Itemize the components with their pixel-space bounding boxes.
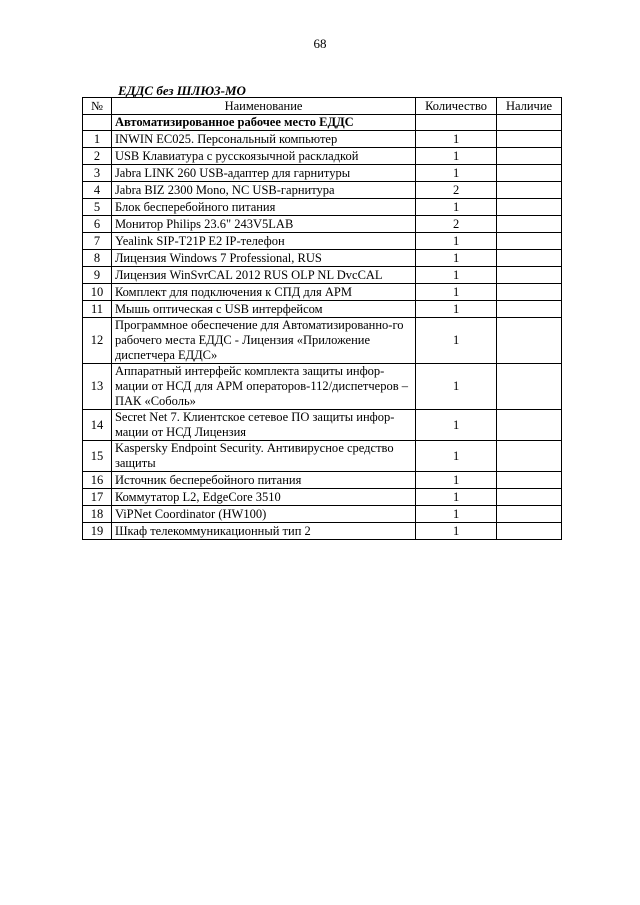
row-quantity: 1 (416, 506, 497, 523)
row-number: 9 (83, 267, 112, 284)
row-quantity: 1 (416, 523, 497, 540)
table-row (83, 301, 562, 318)
row-availability (497, 364, 562, 410)
row-number: 1 (83, 131, 112, 148)
row-name: Источник бесперебойного питания (111, 472, 415, 489)
row-name: Jabra LINK 260 USB-адаптер для гарнитуры (111, 165, 415, 182)
row-quantity: 1 (416, 284, 497, 301)
row-availability (497, 233, 562, 250)
row-number: 2 (83, 148, 112, 165)
table-row (83, 489, 562, 506)
row-availability (497, 216, 562, 233)
row-number: 6 (83, 216, 112, 233)
row-name: Коммутатор L2, EdgeCore 3510 (111, 489, 415, 506)
row-quantity: 1 (416, 199, 497, 216)
row-number: 7 (83, 233, 112, 250)
row-availability (497, 318, 562, 364)
subheading-avail-cell (497, 115, 562, 131)
row-availability (497, 506, 562, 523)
row-availability (497, 199, 562, 216)
row-name: Jabra BIZ 2300 Mono, NC USB-гарнитура (111, 182, 415, 199)
row-name: Программное обеспечение для Автоматизированно-го рабочего места ЕДДС - Лицензия «Приложение диспетчера ЕДДС» (111, 318, 415, 364)
header-avail: Наличие (497, 98, 562, 115)
table-row (83, 182, 562, 199)
row-availability (497, 523, 562, 540)
row-name: Лицензия Windows 7 Professional, RUS (111, 250, 415, 267)
table-row (83, 148, 562, 165)
row-quantity: 1 (416, 441, 497, 472)
row-number: 13 (83, 364, 112, 410)
table-header-row (83, 98, 562, 115)
row-quantity: 1 (416, 472, 497, 489)
row-number: 5 (83, 199, 112, 216)
row-number: 4 (83, 182, 112, 199)
table-row (83, 506, 562, 523)
table-row (83, 233, 562, 250)
row-availability (497, 165, 562, 182)
table-subheading: Автоматизированное рабочее место ЕДДС (111, 115, 415, 131)
table-row (83, 472, 562, 489)
row-name: Блок бесперебойного питания (111, 199, 415, 216)
row-quantity: 1 (416, 165, 497, 182)
page-number: 68 (313, 36, 327, 51)
table-row (83, 216, 562, 233)
row-quantity: 1 (416, 267, 497, 284)
row-availability (497, 410, 562, 441)
row-availability (497, 441, 562, 472)
row-quantity: 1 (416, 131, 497, 148)
row-number: 18 (83, 506, 112, 523)
table-row (83, 410, 562, 441)
table-row (83, 199, 562, 216)
row-name: Аппаратный интерфейс комплекта защиты инфор-мации от НСД для АРМ операторов-112/диспетчеров – ПАК «Соболь» (111, 364, 415, 410)
row-availability (497, 267, 562, 284)
row-quantity: 1 (416, 250, 497, 267)
table-row (83, 131, 562, 148)
row-quantity: 1 (416, 364, 497, 410)
row-name: Лицензия WinSvrCAL 2012 RUS OLP NL DvcCAL (111, 267, 415, 284)
row-name: Шкаф телекоммуникационный тип 2 (111, 523, 415, 540)
row-number: 16 (83, 472, 112, 489)
subheading-qty-cell (416, 115, 497, 131)
section-title: ЕДДС без ШЛЮЗ-МО (118, 83, 246, 98)
row-quantity: 1 (416, 489, 497, 506)
row-name: Монитор Philips 23.6" 243V5LAB (111, 216, 415, 233)
table-row (83, 165, 562, 182)
row-name: USB Клавиатура с русскоязычной раскладкой (111, 148, 415, 165)
row-quantity: 1 (416, 318, 497, 364)
row-number: 12 (83, 318, 112, 364)
row-number: 11 (83, 301, 112, 318)
row-name: Kaspersky Endpoint Security. Антивирусное средство защиты (111, 441, 415, 472)
row-name: ViPNet Coordinator (HW100) (111, 506, 415, 523)
row-availability (497, 182, 562, 199)
row-quantity: 1 (416, 233, 497, 250)
row-availability (497, 284, 562, 301)
subheading-num-cell (83, 115, 112, 131)
row-quantity: 1 (416, 301, 497, 318)
header-num: № (83, 98, 112, 115)
table-row (83, 523, 562, 540)
row-number: 3 (83, 165, 112, 182)
row-availability (497, 301, 562, 318)
row-availability (497, 148, 562, 165)
equipment-table (82, 97, 562, 540)
table-row (83, 284, 562, 301)
row-number: 17 (83, 489, 112, 506)
row-quantity: 2 (416, 182, 497, 199)
row-availability (497, 250, 562, 267)
row-number: 19 (83, 523, 112, 540)
row-availability (497, 131, 562, 148)
table-row (83, 364, 562, 410)
row-number: 14 (83, 410, 112, 441)
header-qty: Количество (416, 98, 497, 115)
row-number: 15 (83, 441, 112, 472)
row-name: Комплект для подключения к СПД для АРМ (111, 284, 415, 301)
table-subheading-row (83, 115, 562, 131)
row-name: INWIN EC025. Персональный компьютер (111, 131, 415, 148)
row-number: 10 (83, 284, 112, 301)
row-quantity: 2 (416, 216, 497, 233)
row-name: Yealink SIP-T21P E2 IP-телефон (111, 233, 415, 250)
row-availability (497, 472, 562, 489)
row-number: 8 (83, 250, 112, 267)
row-availability (497, 489, 562, 506)
row-name: Мышь оптическая с USB интерфейсом (111, 301, 415, 318)
table-row (83, 441, 562, 472)
row-name: Secret Net 7. Клиентское сетевое ПО защиты инфор-мации от НСД Лицензия (111, 410, 415, 441)
header-name: Наименование (111, 98, 415, 115)
row-quantity: 1 (416, 410, 497, 441)
table-row (83, 318, 562, 364)
table-row (83, 267, 562, 284)
table-row (83, 250, 562, 267)
row-quantity: 1 (416, 148, 497, 165)
